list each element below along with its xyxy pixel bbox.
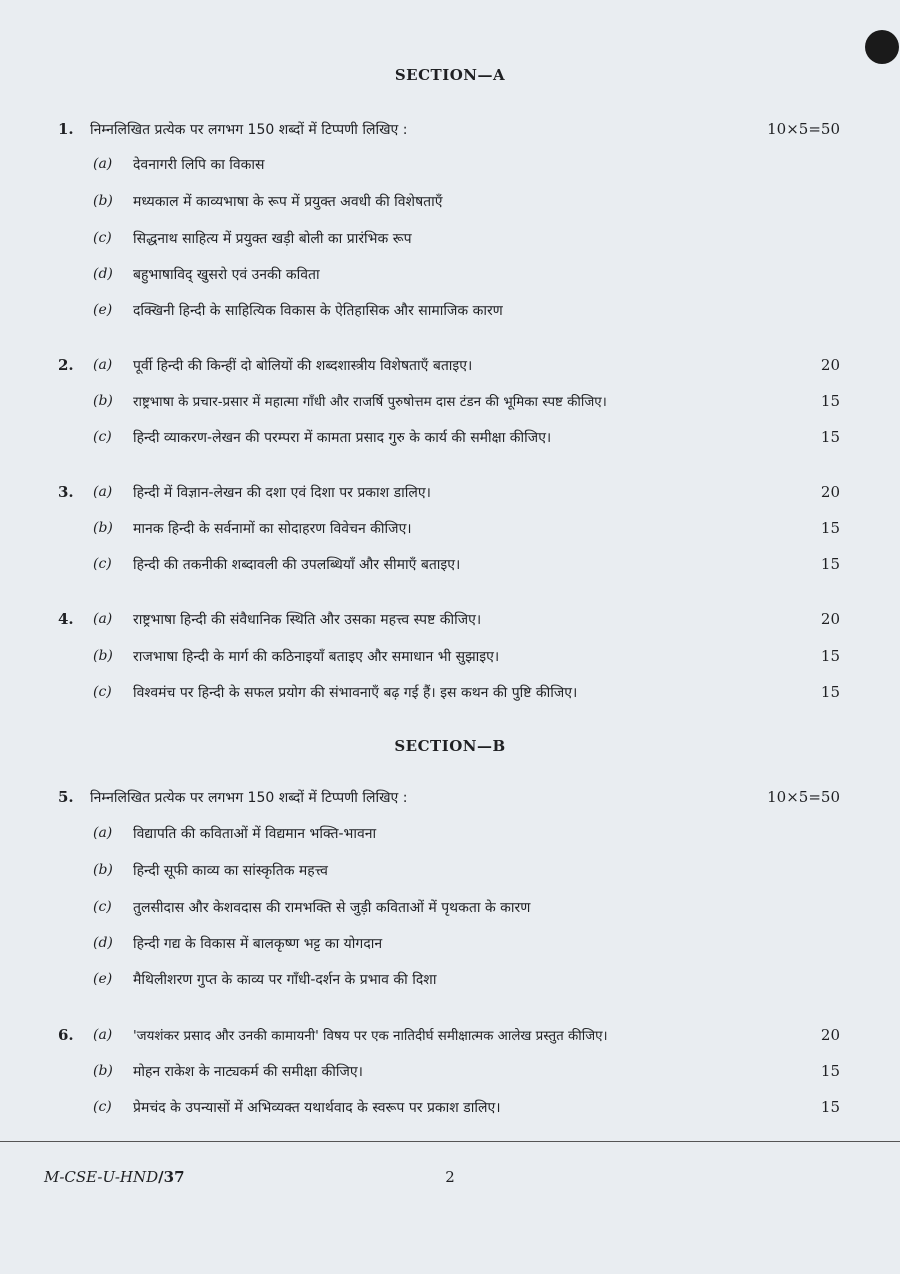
- part-text: मध्यकाल में काव्यभाषा के रूप में प्रयुक्त अवधी की विशेषताएँ: [133, 194, 443, 210]
- question-5-number: 5.: [58, 788, 74, 806]
- part-label: (c): [93, 429, 112, 445]
- footer-divider: [0, 1141, 900, 1142]
- part-label: (c): [93, 230, 112, 246]
- part-label: (c): [93, 1099, 112, 1115]
- part-text: राष्ट्रभाषा हिन्दी की संवैधानिक स्थिति और उसका महत्त्व स्पष्ट कीजिए।: [133, 612, 482, 628]
- part-text: तुलसीदास और केशवदास की रामभक्ति से जुड़ी कविताओं में पृथकता के कारण: [133, 900, 531, 916]
- part-label: (b): [93, 193, 113, 209]
- part-text: 'जयशंकर प्रसाद और उनकी कामायनी' विषय पर एक नातिदीर्घ समीक्षात्मक आलेख प्रस्तुत कीजिए।: [133, 1029, 608, 1044]
- part-text: हिन्दी सूफी काव्य का सांस्कृतिक महत्त्व: [133, 863, 328, 879]
- part-marks: 15: [820, 647, 840, 665]
- question-1-number: 1.: [58, 120, 74, 138]
- part-text: राष्ट्रभाषा के प्रचार-प्रसार में महात्मा गाँधी और राजर्षि पुरुषोत्तम दास टंडन की भूमिका स्पष्ट कीजिए।: [133, 395, 607, 410]
- part-marks: 15: [820, 392, 840, 410]
- part-text: मैथिलीशरण गुप्त के काव्य पर गाँधी-दर्शन के प्रभाव की दिशा: [133, 972, 437, 988]
- part-marks: 15: [820, 1062, 840, 1080]
- part-text: मोहन राकेश के नाट्यकर्म की समीक्षा कीजिए।: [133, 1064, 363, 1080]
- part-label: (a): [93, 1027, 113, 1043]
- part-label: (a): [93, 611, 113, 627]
- part-label: (d): [93, 935, 113, 951]
- part-marks: 15: [820, 555, 840, 573]
- part-marks: 20: [820, 1026, 840, 1044]
- part-label: (e): [93, 302, 113, 318]
- part-label: (e): [93, 971, 113, 987]
- part-label: (a): [93, 484, 113, 500]
- question-4-number: 4.: [58, 610, 74, 628]
- part-label: (a): [93, 825, 113, 841]
- part-text: बहुभाषाविद् खुसरो एवं उनकी कविता: [133, 267, 320, 283]
- part-label: (c): [93, 684, 112, 700]
- part-marks: 15: [820, 428, 840, 446]
- page-number: 2: [445, 1168, 455, 1186]
- part-text: मानक हिन्दी के सर्वनामों का सोदाहरण विवेचन कीजिए।: [133, 521, 412, 537]
- question-1-text: निम्नलिखित प्रत्येक पर लगभग 150 शब्दों में टिप्पणी लिखिए :: [90, 122, 408, 138]
- part-marks: 20: [820, 483, 840, 501]
- part-text: सिद्धनाथ साहित्य में प्रयुक्त खड़ी बोली का प्रारंभिक रूप: [133, 231, 412, 247]
- part-marks: 15: [820, 1098, 840, 1116]
- part-text: विद्यापति की कविताओं में विद्यमान भक्ति-भावना: [133, 826, 377, 842]
- part-label: (b): [93, 648, 113, 664]
- part-label: (d): [93, 266, 113, 282]
- part-label: (b): [93, 862, 113, 878]
- question-2-number: 2.: [58, 356, 74, 374]
- question-5-text: निम्नलिखित प्रत्येक पर लगभग 150 शब्दों में टिप्पणी लिखिए :: [90, 790, 408, 806]
- part-label: (c): [93, 899, 112, 915]
- part-text: हिन्दी की तकनीकी शब्दावली की उपलब्धियाँ और सीमाएँ बताइए।: [133, 557, 461, 573]
- question-3-number: 3.: [58, 483, 74, 501]
- part-marks: 20: [820, 610, 840, 628]
- part-text: प्रेमचंद के उपन्यासों में अभिव्यक्त यथार्थवाद के स्वरूप पर प्रकाश डालिए।: [133, 1100, 501, 1116]
- question-1-marks: 10×5=50: [767, 120, 840, 138]
- part-marks: 20: [820, 356, 840, 374]
- part-label: (b): [93, 1063, 113, 1079]
- part-text: दक्खिनी हिन्दी के साहित्यिक विकास के ऐतिहासिक और सामाजिक कारण: [133, 303, 503, 319]
- question-6-number: 6.: [58, 1026, 74, 1044]
- section-a-title: SECTION—A: [394, 66, 506, 84]
- part-text: हिन्दी व्याकरण-लेखन की परम्परा में कामता प्रसाद गुरु के कार्य की समीक्षा कीजिए।: [133, 430, 552, 446]
- part-text: विश्वमंच पर हिन्दी के सफल प्रयोग की संभावनाएँ बढ़ गई हैं। इस कथन की पुष्टि कीजिए।: [133, 685, 578, 701]
- part-text: देवनागरी लिपि का विकास: [133, 157, 265, 173]
- part-label: (a): [93, 357, 113, 373]
- part-text: हिन्दी गद्य के विकास में बालकृष्ण भट्ट का योगदान: [133, 936, 383, 952]
- paper-code-number: /37: [158, 1168, 185, 1186]
- part-label: (b): [93, 393, 113, 409]
- question-5-marks: 10×5=50: [767, 788, 840, 806]
- part-marks: 15: [820, 683, 840, 701]
- part-label: (b): [93, 520, 113, 536]
- part-text: हिन्दी में विज्ञान-लेखन की दशा एवं दिशा पर प्रकाश डालिए।: [133, 485, 431, 501]
- part-label: (a): [93, 156, 113, 172]
- part-text: राजभाषा हिन्दी के मार्ग की कठिनाइयाँ बताइए और समाधान भी सुझाइए।: [133, 649, 500, 665]
- section-b-title: SECTION—B: [394, 737, 506, 755]
- part-text: पूर्वी हिन्दी की किन्हीं दो बोलियों की शब्दशास्त्रीय विशेषताएँ बताइए।: [133, 358, 473, 374]
- paper-code-text: M-CSE-U-HND: [44, 1168, 159, 1186]
- part-label: (c): [93, 556, 112, 572]
- part-marks: 15: [820, 519, 840, 537]
- punch-hole: [865, 30, 899, 64]
